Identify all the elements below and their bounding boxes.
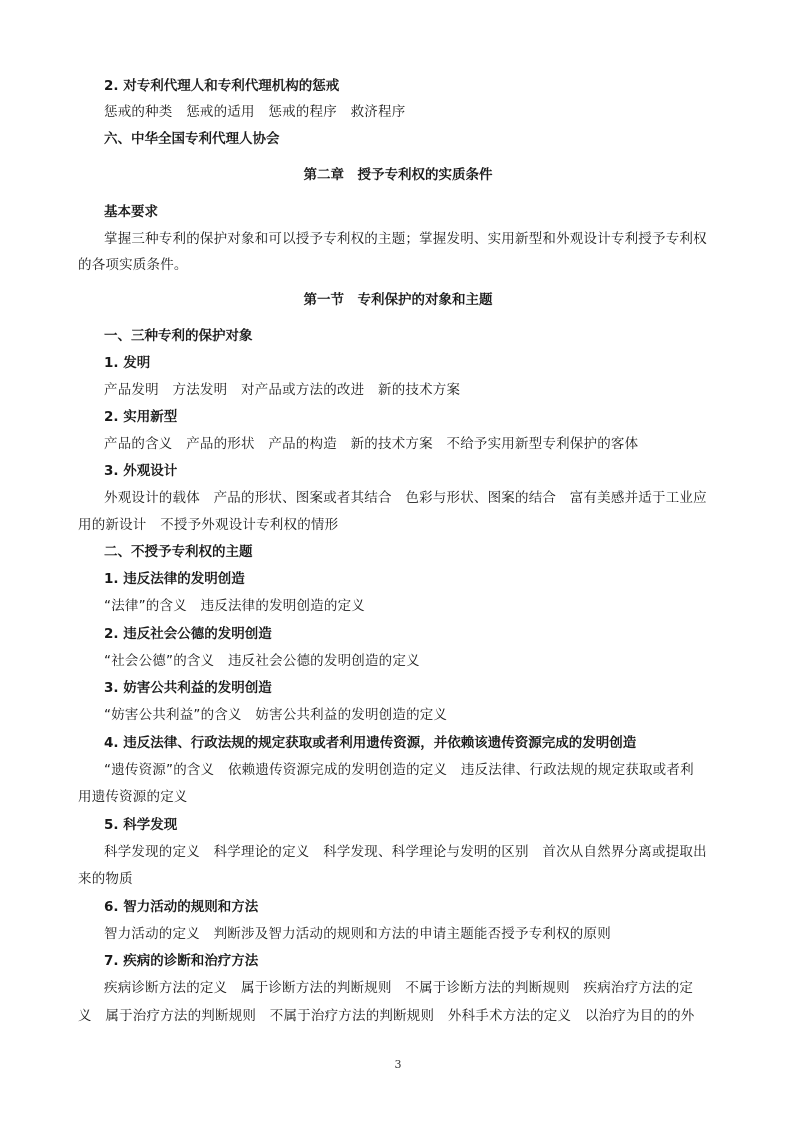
subsection-heading: 2. 对专利代理人和专利代理机构的惩戒 <box>104 78 340 94</box>
paragraph-line: 产品的含义 产品的形状 产品的构造 新的技术方案 不给予实用新型专利保护的客体 <box>104 436 639 452</box>
paragraph-line: 科学发现的定义 科学理论的定义 科学发现、科学理论与发明的区别 首次从自然界分离或提取出 <box>104 844 707 860</box>
paragraph-line: 智力活动的定义 判断涉及智力活动的规则和方法的申请主题能否授予专利权的原则 <box>104 926 611 942</box>
paragraph-line: “遗传资源”的含义 依赖遗传资源完成的发明创造的定义 违反法律、行政法规的规定获取或者利 <box>104 762 694 778</box>
paragraph-line: 掌握三种专利的保护对象和可以授予专利权的主题；掌握发明、实用新型和外观设计专利授予专利权 <box>104 231 707 247</box>
paragraph-line: “妨害公共利益”的含义 妨害公共利益的发明创造的定义 <box>104 707 448 723</box>
page-number: 3 <box>394 1058 402 1071</box>
paragraph-line: 惩戒的种类 惩戒的适用 惩戒的程序 救济程序 <box>104 104 406 120</box>
subsection-heading: 1. 发明 <box>104 355 151 371</box>
subsection-heading: 2. 实用新型 <box>104 409 178 425</box>
subsection-heading: 5. 科学发现 <box>104 817 178 833</box>
paragraph-line: 来的物质 <box>78 871 133 887</box>
paragraph-line: 用遗传资源的定义 <box>78 789 188 805</box>
section-heading: 六、中华全国专利代理人协会 <box>104 131 280 147</box>
subsection-heading: 4. 违反法律、行政法规的规定获取或者利用遗传资源，并依赖该遗传资源完成的发明创造 <box>104 735 637 751</box>
chapter-title: 第二章 授予专利权的实质条件 <box>303 167 493 183</box>
paragraph-line: “社会公德”的含义 违反社会公德的发明创造的定义 <box>104 653 420 669</box>
paragraph-line: 的各项实质条件。 <box>78 257 188 273</box>
paragraph-line: “法律”的含义 违反法律的发明创造的定义 <box>104 598 365 614</box>
requirements-heading: 基本要求 <box>104 204 158 220</box>
section-heading: 二、不授予专利权的主题 <box>104 544 253 560</box>
subsection-heading: 7. 疾病的诊断和治疗方法 <box>104 953 259 969</box>
subsection-heading: 3. 妨害公共利益的发明创造 <box>104 680 272 696</box>
section-title: 第一节 专利保护的对象和主题 <box>303 292 493 308</box>
subsection-heading: 3. 外观设计 <box>104 463 178 479</box>
subsection-heading: 1. 违反法律的发明创造 <box>104 571 245 587</box>
paragraph-line: 外观设计的载体 产品的形状、图案或者其结合 色彩与形状、图案的结合 富有美感并适于工业应 <box>104 490 707 506</box>
paragraph-line: 产品发明 方法发明 对产品或方法的改进 新的技术方案 <box>104 382 461 398</box>
paragraph-line: 用的新设计 不授予外观设计专利权的情形 <box>78 517 339 533</box>
subsection-heading: 2. 违反社会公德的发明创造 <box>104 626 272 642</box>
section-heading: 一、三种专利的保护对象 <box>104 328 253 344</box>
paragraph-line: 疾病诊断方法的定义 属于诊断方法的判断规则 不属于诊断方法的判断规则 疾病治疗方法的定 <box>104 980 694 996</box>
subsection-heading: 6. 智力活动的规则和方法 <box>104 899 259 915</box>
paragraph-line: 义 属于治疗方法的判断规则 不属于治疗方法的判断规则 外科手术方法的定义 以治疗为目的的外 <box>78 1008 695 1024</box>
